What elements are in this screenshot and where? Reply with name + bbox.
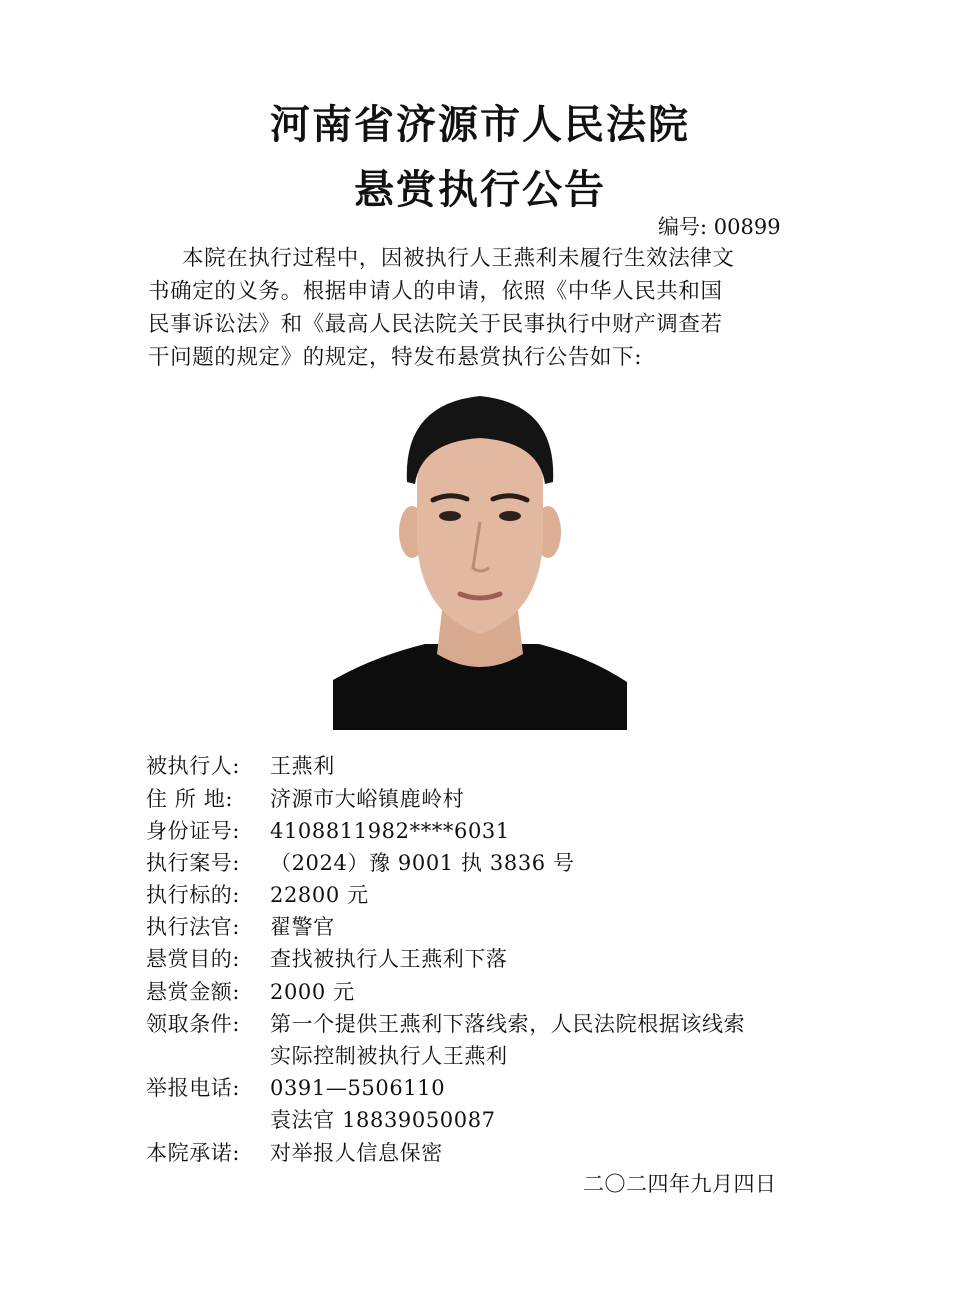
detail-row-phone <box>146 1072 445 1102</box>
detail-label: 被执行人: <box>146 754 241 778</box>
detail-value: 22800 元 <box>270 883 369 907</box>
detail-label: 悬赏目的: <box>146 947 241 971</box>
notice-title: 悬赏执行公告 <box>354 166 606 213</box>
intro-line: 民事诉讼法》和《最高人民法院关于民事执行中财产调查若 <box>148 312 723 337</box>
detail-phone-continued: 袁法官 18839050087 <box>270 1108 496 1132</box>
detail-label: 身份证号: <box>146 819 241 843</box>
detail-label: 举报电话: <box>146 1076 241 1100</box>
detail-value: 0391—5506110 <box>270 1076 446 1100</box>
detail-label: 领取条件: <box>146 1012 241 1036</box>
detail-row-conditions <box>146 1008 745 1038</box>
detail-row-id-number <box>146 815 510 845</box>
detail-value: （2024）豫 9001 执 3836 号 <box>270 851 575 875</box>
detail-value: 查找被执行人王燕利下落 <box>270 947 508 971</box>
detail-row-promise <box>146 1137 443 1167</box>
detail-value: 王燕利 <box>270 754 335 778</box>
detail-row-reward <box>146 976 355 1006</box>
detail-label: 执行标的: <box>146 883 241 907</box>
detail-row-purpose <box>146 943 508 973</box>
notice-date: 二〇二四年九月四日 <box>583 1172 777 1196</box>
detail-label: 悬赏金额: <box>146 980 241 1004</box>
detail-label: 本院承诺: <box>146 1141 241 1165</box>
court-name: 河南省济源市人民法院 <box>270 101 690 148</box>
intro-line: 干问题的规定》的规定，特发布悬赏执行公告如下: <box>148 345 643 370</box>
notice-number <box>658 211 781 241</box>
detail-label: 住 所 地: <box>146 787 234 811</box>
detail-label: 执行案号: <box>146 851 241 875</box>
person-portrait-icon <box>333 382 627 730</box>
detail-row-address <box>146 783 464 813</box>
detail-value: 济源市大峪镇鹿岭村 <box>270 787 465 811</box>
intro-line: 本院在执行过程中，因被执行人王燕利未履行生效法律文 <box>182 246 735 271</box>
notice-number-value: 00899 <box>713 215 781 239</box>
detail-label: 执行法官: <box>146 915 241 939</box>
person-photo <box>333 382 627 730</box>
detail-value: 翟警官 <box>270 915 335 939</box>
detail-row-person <box>146 750 335 780</box>
detail-value: 第一个提供王燕利下落线索，人民法院根据该线索 <box>270 1012 746 1036</box>
notice-number-label: 编号: <box>658 215 708 239</box>
detail-value: 2000 元 <box>270 980 355 1004</box>
detail-row-case-number <box>146 847 575 877</box>
detail-conditions-continued: 实际控制被执行人王燕利 <box>270 1044 508 1068</box>
detail-value: 4108811982****6031 <box>270 819 510 843</box>
detail-row-judge <box>146 911 335 941</box>
detail-row-amount <box>146 879 369 909</box>
intro-line: 书确定的义务。根据申请人的申请，依照《中华人民共和国 <box>148 279 723 304</box>
detail-value: 对举报人信息保密 <box>270 1141 443 1165</box>
